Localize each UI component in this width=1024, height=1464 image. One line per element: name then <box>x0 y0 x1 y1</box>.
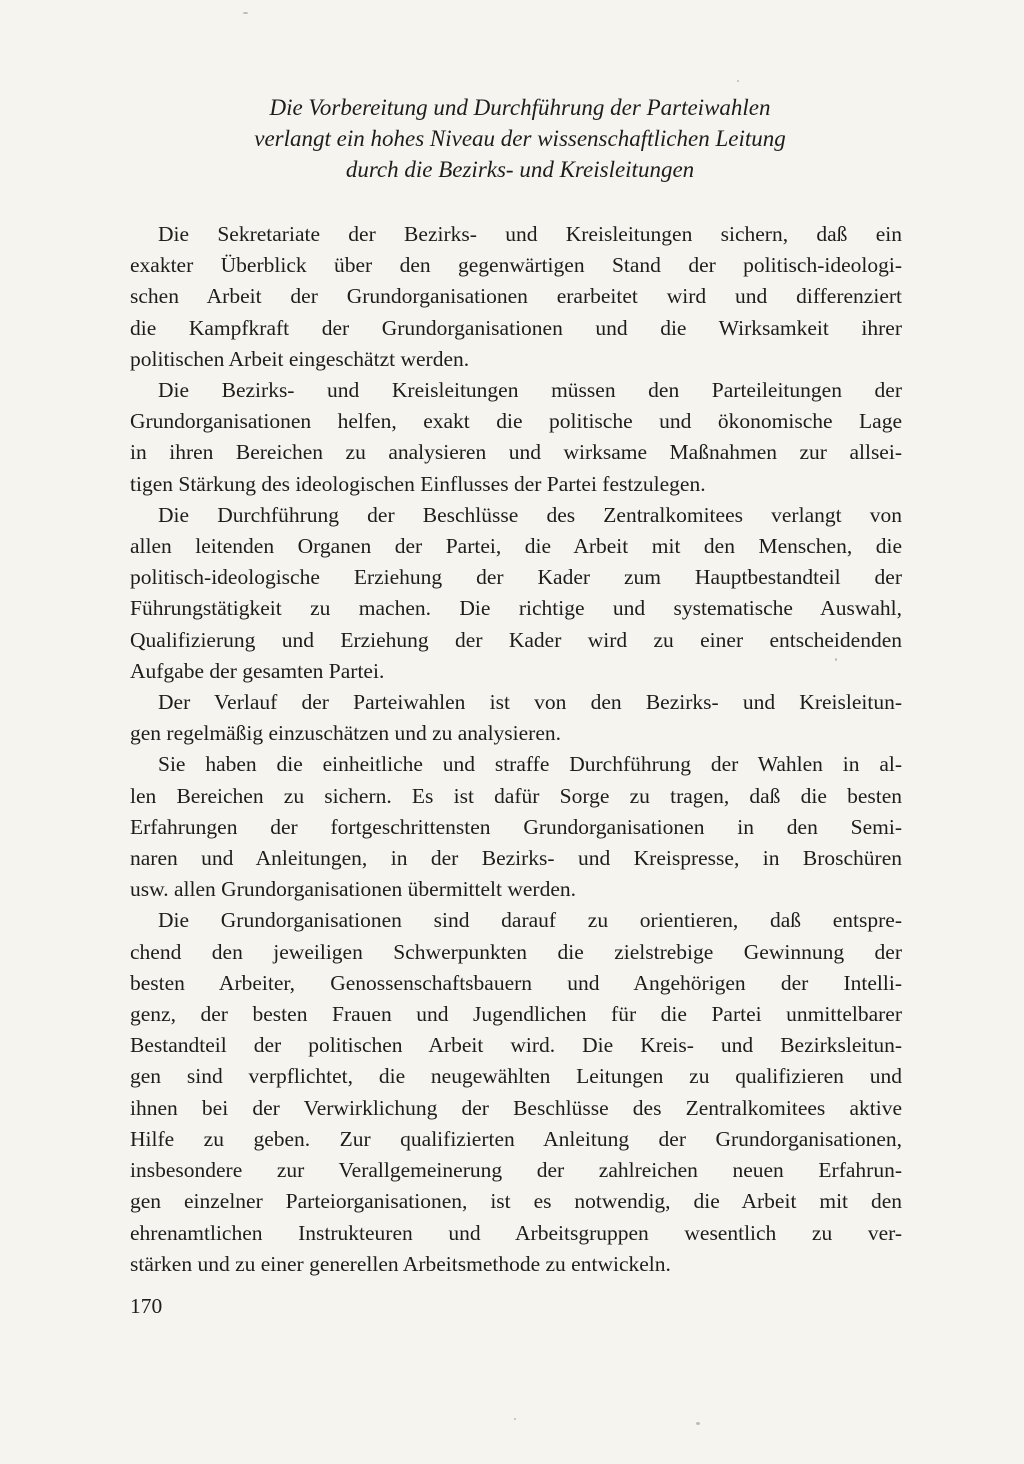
text-line: in ihren Bereichen zu analysieren und wirksame Maßnahmen zur allsei- <box>130 440 902 465</box>
paragraph-1 <box>130 219 902 375</box>
body-text <box>130 219 902 1280</box>
text-line: stärken und zu einer generellen Arbeitsmethode zu entwickeln. <box>130 1251 671 1276</box>
text-line: Erfahrungen der fortgeschrittensten Grundorganisationen in den Semi- <box>130 814 902 839</box>
text-line: len Bereichen zu sichern. Es ist dafür Sorge zu tragen, daß die besten <box>130 783 902 808</box>
text-line: Die Sekretariate der Bezirks- und Kreisleitungen sichern, daß ein <box>158 222 902 246</box>
text-line: insbesondere zur Verallgemeinerung der zahlreichen neuen Erfahrun- <box>130 1158 902 1183</box>
paragraph-5 <box>130 749 902 905</box>
text-line: Die Grundorganisationen sind darauf zu orientieren, daß entspre- <box>158 908 902 933</box>
text-line: Aufgabe der gesamten Partei. <box>130 658 385 683</box>
paper-speck <box>243 12 248 14</box>
text-line: Hilfe zu geben. Zur qualifizierten Anleitung der Grundorganisationen, <box>130 1126 902 1151</box>
text-line: chend den jeweiligen Schwerpunkten die zielstrebige Gewinnung der <box>130 939 902 964</box>
text-line: Grundorganisationen helfen, exakt die politische und ökonomische Lage <box>130 409 902 434</box>
text-line: besten Arbeiter, Genossenschaftsbauern und Angehörigen der Intelli- <box>130 970 902 995</box>
text-line: Bestandteil der politischen Arbeit wird. Die Kreis- und Bezirksleitun- <box>130 1033 902 1058</box>
section-heading <box>200 92 840 185</box>
text-line: genz, der besten Frauen und Jugendlichen für die Partei unmittelbarer <box>130 1002 902 1027</box>
text-line: Die Bezirks- und Kreisleitungen müssen den Parteileitungen der <box>158 378 902 403</box>
heading-line: verlangt ein hohes Niveau der wissenschaftlichen Leitung <box>254 126 786 151</box>
text-line: Die Durchführung der Beschlüsse des Zentralkomitees verlangt von <box>158 502 902 527</box>
paragraph-6 <box>130 905 902 1279</box>
paragraph-4 <box>130 687 902 749</box>
page-number: 170 <box>130 1294 163 1318</box>
text-line: exakter Überblick über den gegenwärtigen Stand der politisch-ideologi- <box>130 253 902 278</box>
heading-line: durch die Bezirks- und Kreisleitungen <box>345 157 695 182</box>
paragraph-2 <box>130 375 902 500</box>
text-line: allen leitenden Organen der Partei, die Arbeit mit den Menschen, die <box>130 534 902 559</box>
text-line: politisch-ideologische Erziehung der Kader zum Hauptbestandteil der <box>130 565 902 590</box>
text-line: gen einzelner Parteiorganisationen, ist es notwendig, die Arbeit mit den <box>130 1189 902 1214</box>
text-line: gen sind verpflichtet, die neugewählten Leitungen zu qualifizieren und <box>130 1064 902 1089</box>
text-line: Der Verlauf der Parteiwahlen ist von den Bezirks- und Kreisleitun- <box>158 690 902 715</box>
text-line: Sie haben die einheitliche und straffe Durchführung der Wahlen in al- <box>158 752 902 777</box>
text-line: ihnen bei der Verwirklichung der Beschlüsse des Zentralkomitees aktive <box>130 1095 902 1120</box>
text-line: tigen Stärkung des ideologischen Einflusses der Partei festzulegen. <box>130 471 706 496</box>
text-line: schen Arbeit der Grundorganisationen erarbeitet wird und differenziert <box>130 284 902 309</box>
text-line: Führungstätigkeit zu machen. Die richtige und systematische Auswahl, <box>130 596 902 621</box>
paper-speck <box>696 1422 700 1425</box>
text-line: gen regelmäßig einzuschätzen und zu analysieren. <box>130 721 562 746</box>
text-line: ehrenamtlichen Instrukteuren und Arbeitsgruppen wesentlich zu ver- <box>130 1220 902 1245</box>
paper-speck <box>835 658 837 661</box>
text-line: die Kampfkraft der Grundorganisationen und die Wirksamkeit ihrer <box>130 315 902 340</box>
heading-line: Die Vorbereitung und Durchführung der Parteiwahlen <box>269 95 771 120</box>
paper-speck <box>737 80 739 82</box>
text-line: naren und Anleitungen, in der Bezirks- und Kreispresse, in Broschüren <box>130 846 902 871</box>
paper-speck <box>514 1418 516 1420</box>
text-line: Qualifizierung und Erziehung der Kader wird zu einer entscheidenden <box>130 627 902 652</box>
text-line: usw. allen Grundorganisationen übermittelt werden. <box>130 877 577 902</box>
paragraph-3 <box>130 500 902 687</box>
text-line: politischen Arbeit eingeschätzt werden. <box>130 346 470 371</box>
